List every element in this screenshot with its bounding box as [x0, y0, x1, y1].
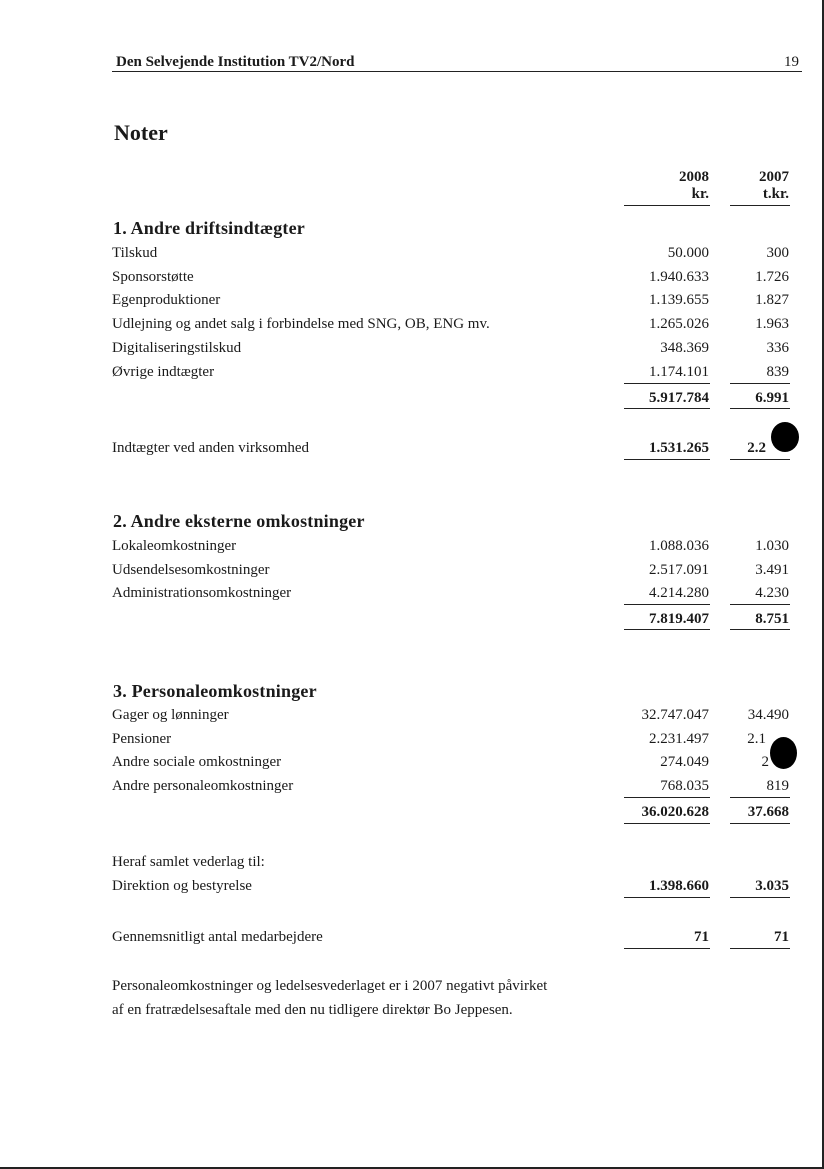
row-value-2007: 1.726 [755, 269, 789, 285]
page-number: 19 [784, 54, 799, 70]
subtotal-rule-2007 [730, 797, 790, 798]
row-value-2008: 1.088.036 [649, 538, 709, 554]
direktion-rule-2007 [730, 897, 790, 898]
row-value-2007: 3.491 [755, 562, 789, 578]
row-label: Tilskud [112, 245, 158, 261]
row-value-2008: 1.174.101 [649, 364, 709, 380]
direktion-value-2008: 1.398.660 [649, 878, 709, 894]
ink-blot [770, 737, 797, 769]
row-value-2008: 1.139.655 [649, 292, 709, 308]
direktion-value-2007: 3.035 [755, 878, 789, 894]
section-title-andre-driftsindtaegter: 1. Andre driftsindtægter [113, 218, 305, 238]
row-value-2008: 32.747.047 [641, 707, 709, 723]
medarbejdere-rule-2007 [730, 948, 790, 949]
anden-virksomhed-value-2008: 1.531.265 [649, 440, 709, 456]
row-label-medarbejdere: Gennemsnitligt antal medarbejdere [112, 929, 323, 945]
total-rule-2007 [730, 629, 790, 630]
row-value-2007: 2 [761, 754, 769, 770]
anden-virksomhed-rule-2008 [624, 459, 710, 460]
row-value-2007: 300 [766, 245, 789, 261]
row-value-2007: 839 [766, 364, 789, 380]
subtotal-rule-2008 [624, 383, 710, 384]
row-label: Digitaliseringstilskud [112, 340, 242, 356]
total-rule-2008 [624, 629, 710, 630]
header-rule [112, 71, 802, 72]
header-title: Den Selvejende Institution TV2/Nord [116, 54, 355, 70]
ink-blot [771, 422, 799, 452]
row-value-2007: 1.827 [755, 292, 789, 308]
medarbejdere-value-2007: 71 [774, 929, 789, 945]
row-value-2008: 274.049 [660, 754, 709, 770]
section-title-personaleomkostninger: 3. Personaleomkostninger [113, 681, 317, 701]
total-value-2007: 37.668 [747, 804, 789, 820]
row-value-2008: 348.369 [660, 340, 709, 356]
row-value-2007: 4.230 [755, 585, 789, 601]
row-label: Sponsorstøtte [112, 269, 194, 285]
total-value-2008: 5.917.784 [649, 390, 709, 406]
total-value-2008: 7.819.407 [649, 611, 709, 627]
subtotal-rule-2007 [730, 383, 790, 384]
row-label: Andre sociale omkostninger [112, 754, 282, 770]
row-value-2008: 2.517.091 [649, 562, 709, 578]
section-title-andre-eksterne-omkostninger: 2. Andre eksterne omkostninger [113, 511, 365, 531]
row-label: Pensioner [112, 731, 172, 747]
row-label: Andre personaleomkostninger [112, 778, 294, 794]
direktion-rule-2008 [624, 897, 710, 898]
column-rule-2008 [624, 205, 710, 206]
row-value-2007: 34.490 [747, 707, 789, 723]
row-label: Egenproduktioner [112, 292, 221, 308]
row-label: Udsendelsesomkostninger [112, 562, 270, 578]
row-label-direktion: Direktion og bestyrelse [112, 878, 252, 894]
row-label: Øvrige indtægter [112, 364, 215, 380]
column-unit-2008: kr. [691, 186, 709, 202]
row-value-2008: 1.265.026 [649, 316, 709, 332]
total-value-2008: 36.020.628 [641, 804, 709, 820]
row-value-2007: 1.963 [755, 316, 789, 332]
medarbejdere-rule-2008 [624, 948, 710, 949]
anden-virksomhed-value-2007: 2.2 [747, 440, 766, 456]
row-value-2007: 336 [766, 340, 789, 356]
total-rule-2007 [730, 408, 790, 409]
page-title: Noter [114, 120, 168, 145]
row-label-anden-virksomhed: Indtægter ved anden virksomhed [112, 440, 310, 456]
row-label: Lokaleomkostninger [112, 538, 237, 554]
row-label: Gager og lønninger [112, 707, 229, 723]
row-value-2007: 2.1 [747, 731, 766, 747]
column-header-2007 [694, 169, 789, 203]
row-label: Administrationsomkostninger [112, 585, 292, 601]
total-value-2007: 6.991 [755, 390, 789, 406]
subtotal-rule-2007 [730, 604, 790, 605]
total-rule-2007 [730, 823, 790, 824]
row-value-2008: 4.214.280 [649, 585, 709, 601]
anden-virksomhed-rule-2007 [730, 459, 790, 460]
column-unit-2007: t.kr. [762, 186, 789, 202]
total-value-2007: 8.751 [755, 611, 789, 627]
heraf-label: Heraf samlet vederlag til: [112, 854, 265, 870]
subtotal-rule-2008 [624, 604, 710, 605]
column-rule-2007 [730, 205, 790, 206]
row-value-2008: 50.000 [667, 245, 709, 261]
total-rule-2008 [624, 408, 710, 409]
total-rule-2008 [624, 823, 710, 824]
column-year-2008: 2008 [679, 169, 709, 185]
row-value-2007: 1.030 [755, 538, 789, 554]
row-value-2008: 768.035 [660, 778, 709, 794]
row-value-2007: 819 [766, 778, 789, 794]
row-value-2008: 1.940.633 [649, 269, 709, 285]
medarbejdere-value-2008: 71 [694, 929, 709, 945]
footnote-line-2: af en fratrædelsesaftale med den nu tidligere direktør Bo Jeppesen. [112, 1002, 513, 1018]
footnote-line-1: Personaleomkostninger og ledelsesvederlaget er i 2007 negativt påvirket [112, 978, 548, 994]
row-value-2008: 2.231.497 [649, 731, 709, 747]
subtotal-rule-2008 [624, 797, 710, 798]
column-year-2007: 2007 [759, 169, 789, 185]
row-label: Udlejning og andet salg i forbindelse med SNG, OB, ENG mv. [112, 316, 490, 332]
